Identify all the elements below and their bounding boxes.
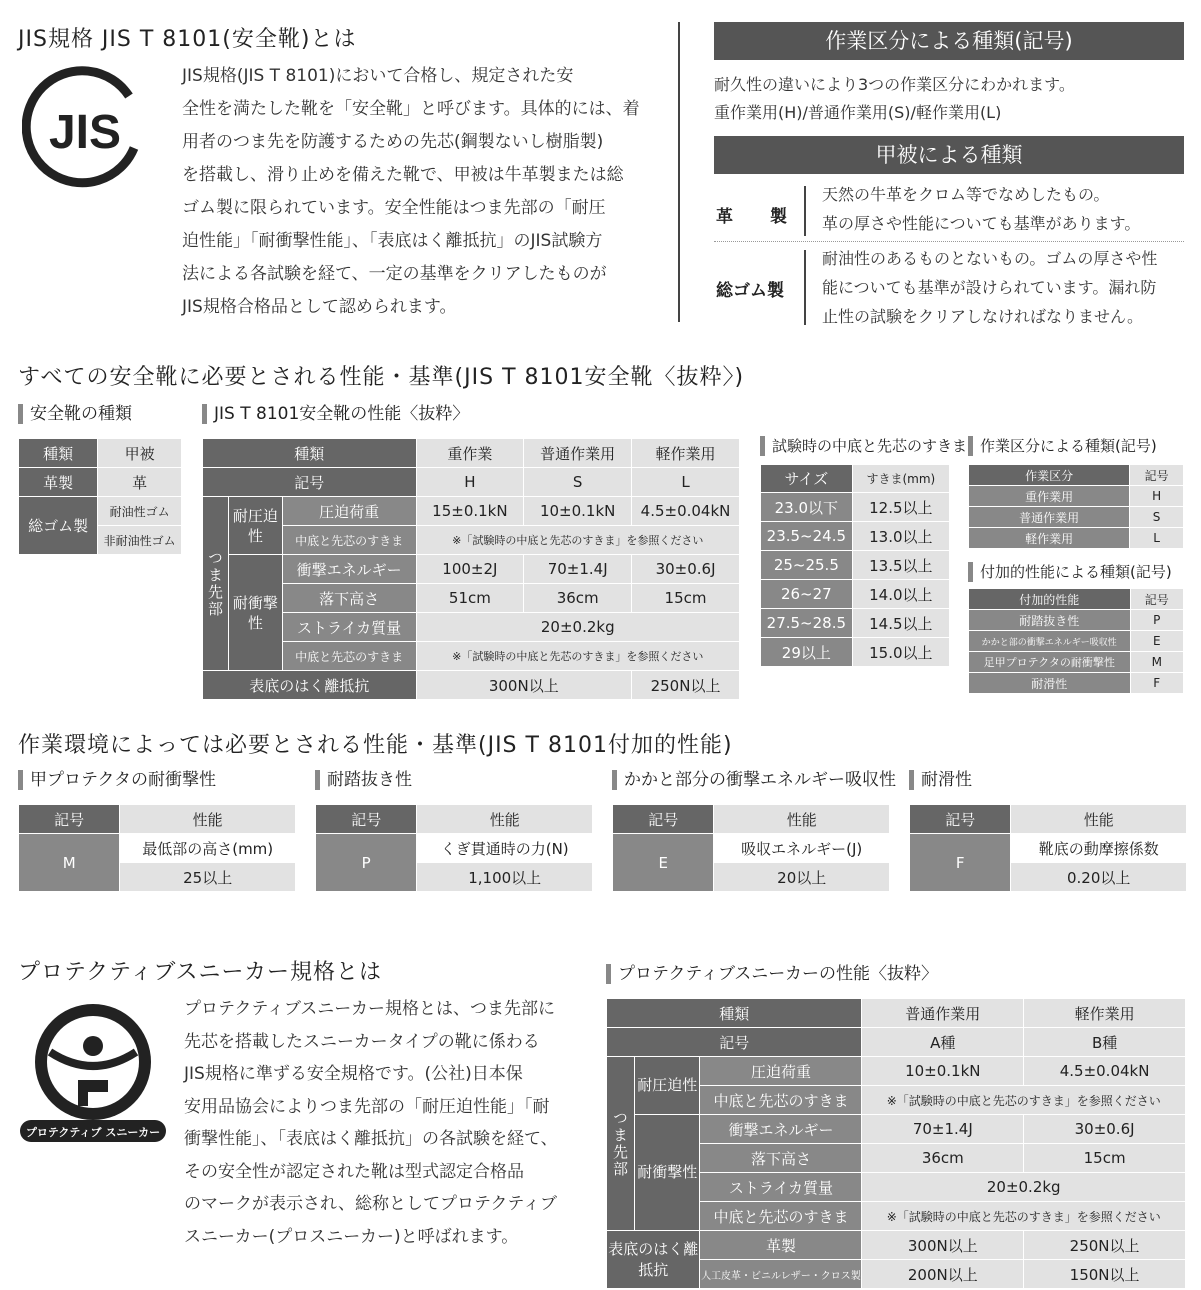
additional-code: E — [613, 834, 714, 892]
sneaker-header-light: 軽作業用 — [1024, 999, 1186, 1028]
class-header: 作業区分 — [969, 465, 1130, 486]
additional-header: 記号 — [613, 805, 714, 834]
perf-row-label: 落下高さ — [282, 584, 416, 613]
perf-gap-note: ※「試験時の中底と先芯のすきま」を参照ください — [416, 642, 740, 671]
sneaker-cell: 15cm — [1024, 1144, 1186, 1173]
jis-section-title: JIS規格 JIS T 8101(安全靴)とは — [18, 27, 357, 52]
perf-cell: 70±1.4J — [524, 555, 632, 584]
sneaker-cell: 150N以上 — [1024, 1260, 1186, 1289]
types-cell: 総ゴム製 — [19, 497, 98, 555]
types-cell: 耐油性ゴム — [98, 497, 182, 526]
additional-code: F — [910, 834, 1011, 892]
work-class-banner: 作業区分による種類(記号) — [714, 22, 1184, 60]
class-cell: 軽作業用 — [969, 528, 1130, 549]
perf-toe-label: つま先部 — [203, 497, 229, 671]
extra-table-title: 付加的性能による種類(記号) — [968, 562, 1172, 582]
sneaker-cell: 70±1.4J — [862, 1115, 1024, 1144]
jis-logo — [22, 66, 148, 192]
sneaker-cell: 300N以上 — [862, 1231, 1024, 1260]
perf-header-code: 記号 — [203, 468, 417, 497]
rubber-label: 総ゴム製 — [716, 281, 784, 301]
sneaker-cell: 250N以上 — [1024, 1231, 1186, 1260]
extra-cell: E — [1130, 631, 1183, 652]
gap-size-cell: 23.5~24.5 — [761, 522, 853, 551]
perf-header-type: 種類 — [203, 439, 417, 468]
sneaker-cell: 36cm — [862, 1144, 1024, 1173]
gap-header-size: サイズ — [761, 465, 853, 493]
extra-cell: F — [1130, 673, 1183, 694]
additional-value: 20以上 — [714, 863, 890, 892]
additional-code: M — [19, 834, 120, 892]
gap-size-cell: 23.0以下 — [761, 493, 853, 522]
section2-title: すべての安全靴に必要とされる性能・基準(JIS T 8101安全靴〈抜粋〉) — [18, 365, 745, 390]
sneaker-row-label: 人工皮革・ビニルレザー・クロス製 — [700, 1260, 862, 1289]
sneaker-cell: 20±0.2kg — [862, 1173, 1186, 1202]
class-table-title: 作業区分による種類(記号) — [968, 436, 1157, 456]
sneaker-peel-label: 表底のはく離抵抗 — [607, 1231, 700, 1289]
types-cell: 革製 — [19, 468, 98, 497]
perf-cell: 15±0.1kN — [416, 497, 524, 526]
gap-value-cell: 13.5以上 — [852, 551, 949, 580]
sneaker-row-label: 衝撃エネルギー — [700, 1115, 862, 1144]
perf-header-heavy: 重作業 — [416, 439, 524, 468]
additional-table-m — [18, 804, 296, 892]
leather-divider — [804, 186, 806, 236]
sneaker-cell: 30±0.6J — [1024, 1115, 1186, 1144]
perf-table — [202, 438, 740, 700]
perf-cell: 250N以上 — [632, 671, 740, 700]
sneaker-impact-label: 耐衝撃性 — [634, 1115, 700, 1231]
perf-cell: 100±2J — [416, 555, 524, 584]
gap-header-gap: すきま(mm) — [852, 465, 949, 493]
extra-header: 付加的性能 — [969, 589, 1131, 610]
perf-row-label: 衝撃エネルギー — [282, 555, 416, 584]
additional-value: 25以上 — [120, 863, 296, 892]
extra-cell: M — [1130, 652, 1183, 673]
additional-header: 性能 — [120, 805, 296, 834]
additional-header: 性能 — [1011, 805, 1187, 834]
class-table — [968, 464, 1184, 549]
gap-size-cell: 26~27 — [761, 580, 853, 609]
additional-header: 性能 — [714, 805, 890, 834]
sneaker-row-label: 革製 — [700, 1231, 862, 1260]
gap-value-cell: 14.0以上 — [852, 580, 949, 609]
class-header: 記号 — [1130, 465, 1184, 486]
work-class-line2: 重作業用(H)/普通作業用(S)/軽作業用(L) — [714, 103, 1002, 122]
additional-title-p: 耐踏抜き性 — [315, 770, 412, 790]
upper-separator — [714, 241, 1184, 242]
additional-metric: 吸収エネルギー(J) — [714, 834, 890, 863]
gap-value-cell: 14.5以上 — [852, 609, 949, 638]
extra-cell: P — [1130, 610, 1183, 631]
perf-row-label: 圧迫荷重 — [282, 497, 416, 526]
additional-table-p — [315, 804, 593, 892]
gap-size-cell: 25~25.5 — [761, 551, 853, 580]
additional-value: 1,100以上 — [417, 863, 593, 892]
additional-header: 記号 — [19, 805, 120, 834]
additional-title-f: 耐滑性 — [909, 770, 972, 790]
perf-cell: 30±0.6J — [632, 555, 740, 584]
class-cell: S — [1130, 507, 1184, 528]
perf-cell: H — [416, 468, 524, 497]
types-table — [18, 438, 182, 555]
additional-title-e: かかと部分の衝撃エネルギー吸収性 — [612, 770, 896, 790]
class-cell: 普通作業用 — [969, 507, 1130, 528]
perf-cell: 36cm — [524, 584, 632, 613]
extra-cell: 足甲プロテクタの耐衝撃性 — [969, 652, 1131, 673]
additional-header: 性能 — [417, 805, 593, 834]
perf-impact-label: 耐衝撃性 — [228, 555, 282, 671]
class-cell: H — [1130, 486, 1184, 507]
class-cell: 重作業用 — [969, 486, 1130, 507]
types-cell: 革 — [98, 468, 182, 497]
rubber-divider — [804, 250, 806, 325]
sneaker-gap-note: ※「試験時の中底と先芯のすきま」を参照ください — [862, 1202, 1186, 1231]
additional-table-f — [909, 804, 1187, 892]
gap-value-cell: 12.5以上 — [852, 493, 949, 522]
types-table-title: 安全靴の種類 — [18, 404, 132, 424]
additional-metric: 最低部の高さ(mm) — [120, 834, 296, 863]
sneaker-cell: A種 — [862, 1028, 1024, 1057]
perf-cell: 15cm — [632, 584, 740, 613]
perf-peel-label: 表底のはく離抵抗 — [203, 671, 417, 700]
additional-value: 0.20以上 — [1011, 863, 1187, 892]
sneaker-row-label: 中底と先芯のすきま — [700, 1202, 862, 1231]
sneaker-header-normal: 普通作業用 — [862, 999, 1024, 1028]
perf-cell: 10±0.1kN — [524, 497, 632, 526]
additional-code: P — [316, 834, 417, 892]
sneaker-table — [606, 998, 1186, 1289]
additional-header: 記号 — [910, 805, 1011, 834]
sneaker-toe-label: つま先部 — [607, 1057, 635, 1231]
perf-row-label: ストライカ質量 — [282, 613, 416, 642]
gap-table — [760, 464, 950, 667]
perf-gap-note: ※「試験時の中底と先芯のすきま」を参照ください — [416, 526, 740, 555]
sneaker-header-type: 種類 — [607, 999, 862, 1028]
section3-title: 作業環境によっては必要とされる性能・基準(JIS T 8101付加的性能) — [18, 733, 733, 758]
types-header-type: 種類 — [19, 439, 98, 468]
rubber-description: 耐油性のあるものとないもの。ゴムの厚さや性 能についても基準が設けられています。漏れ防 止性の試験をクリアしなければなりません。 — [822, 249, 1158, 326]
gap-value-cell: 13.0以上 — [852, 522, 949, 551]
class-cell: L — [1130, 528, 1184, 549]
perf-comp-label: 耐圧迫性 — [228, 497, 282, 555]
sneaker-row-label: 圧迫荷重 — [700, 1057, 862, 1086]
types-cell: 非耐油性ゴム — [98, 526, 182, 555]
perf-cell: L — [632, 468, 740, 497]
types-header-upper: 甲被 — [98, 439, 182, 468]
leather-label: 革 製 — [716, 207, 797, 227]
sneaker-cell: 4.5±0.04kN — [1024, 1057, 1186, 1086]
extra-header: 記号 — [1130, 589, 1183, 610]
perf-cell: 51cm — [416, 584, 524, 613]
gap-size-cell: 27.5~28.5 — [761, 609, 853, 638]
sneaker-section-title: プロテクティブスニーカー規格とは — [18, 960, 383, 985]
additional-table-e — [612, 804, 890, 892]
sneaker-header-code: 記号 — [607, 1028, 862, 1057]
jis-description: JIS規格(JIS T 8101)において合格し、規定された安 全性を満たした靴を「安全靴」と呼びます。具体的には、着 用者のつま先を防護するための先芯(鋼製ないし樹脂製) を搭載し、滑り止めを備えた靴で、甲被は牛革製または総 ゴム製に限られています。安全性能はつま先部の「耐圧 迫性能」「耐衝撃性能」、「表底はく離抵抗」のJIS試験方 法による各試験を経て、一定の基準をクリアしたものが JIS規格合格品として認められます。 — [182, 66, 640, 317]
vertical-divider — [678, 22, 680, 322]
additional-metric: 靴底の動摩擦係数 — [1011, 834, 1187, 863]
extra-table — [968, 588, 1184, 694]
sneaker-gap-note: ※「試験時の中底と先芯のすきま」を参照ください — [862, 1086, 1186, 1115]
sneaker-description: プロテクティブスニーカー規格とは、つま先部に 先芯を搭載したスニーカータイプの靴に係わる JIS規格に準ずる安全規格です。(公社)日本保 安用品協会によりつま先部の「耐圧迫性能」「耐 衝撃性能」、「表底はく離抵抗」の各試験を経て、 その安全性が認定された靴は型式認定合格品 のマークが表示され、総称としてプロテクティブ スニーカー(プロスニーカー)と呼ばれます。 — [184, 999, 558, 1247]
jis-logo-text: JIS — [48, 106, 122, 159]
sneaker-cell: 200N以上 — [862, 1260, 1024, 1289]
gap-size-cell: 29以上 — [761, 638, 853, 667]
perf-cell: 300N以上 — [416, 671, 632, 700]
additional-title-m: 甲プロテクタの耐衝撃性 — [18, 770, 216, 790]
work-class-line1: 耐久性の違いにより3つの作業区分にわかれます。 — [714, 75, 1075, 94]
extra-cell: かかと部の衝撃エネルギー吸収性 — [969, 631, 1131, 652]
leather-description: 天然の牛革をクロム等でなめしたもの。 革の厚さや性能についても基準があります。 — [822, 185, 1141, 233]
extra-cell: 耐踏抜き性 — [969, 610, 1131, 631]
perf-cell: 20±0.2kg — [416, 613, 740, 642]
perf-cell: S — [524, 468, 632, 497]
perf-header-normal: 普通作業用 — [524, 439, 632, 468]
sneaker-table-title: プロテクティブスニーカーの性能〈抜粋〉 — [606, 964, 938, 984]
sneaker-comp-label: 耐圧迫性 — [634, 1057, 700, 1115]
perf-cell: 4.5±0.04kN — [632, 497, 740, 526]
perf-table-title: JIS T 8101安全靴の性能〈抜粋〉 — [202, 404, 469, 424]
sneaker-cell: 10±0.1kN — [862, 1057, 1024, 1086]
upper-banner: 甲被による種類 — [714, 136, 1184, 174]
sneaker-row-label: 中底と先芯のすきま — [700, 1086, 862, 1115]
additional-metric: くぎ貫通時の力(N) — [417, 834, 593, 863]
gap-value-cell: 15.0以上 — [852, 638, 949, 667]
sneaker-logo — [20, 996, 166, 1142]
gap-table-title: 試験時の中底と先芯のすきま — [760, 436, 967, 456]
perf-row-label: 中底と先芯のすきま — [282, 526, 416, 555]
sneaker-cell: B種 — [1024, 1028, 1186, 1057]
sneaker-row-label: 落下高さ — [700, 1144, 862, 1173]
sneaker-row-label: ストライカ質量 — [700, 1173, 862, 1202]
extra-cell: 耐滑性 — [969, 673, 1131, 694]
sneaker-logo-label: プロテクティブ スニーカー — [25, 1126, 161, 1139]
perf-row-label: 中底と先芯のすきま — [282, 642, 416, 671]
perf-header-light: 軽作業用 — [632, 439, 740, 468]
additional-header: 記号 — [316, 805, 417, 834]
